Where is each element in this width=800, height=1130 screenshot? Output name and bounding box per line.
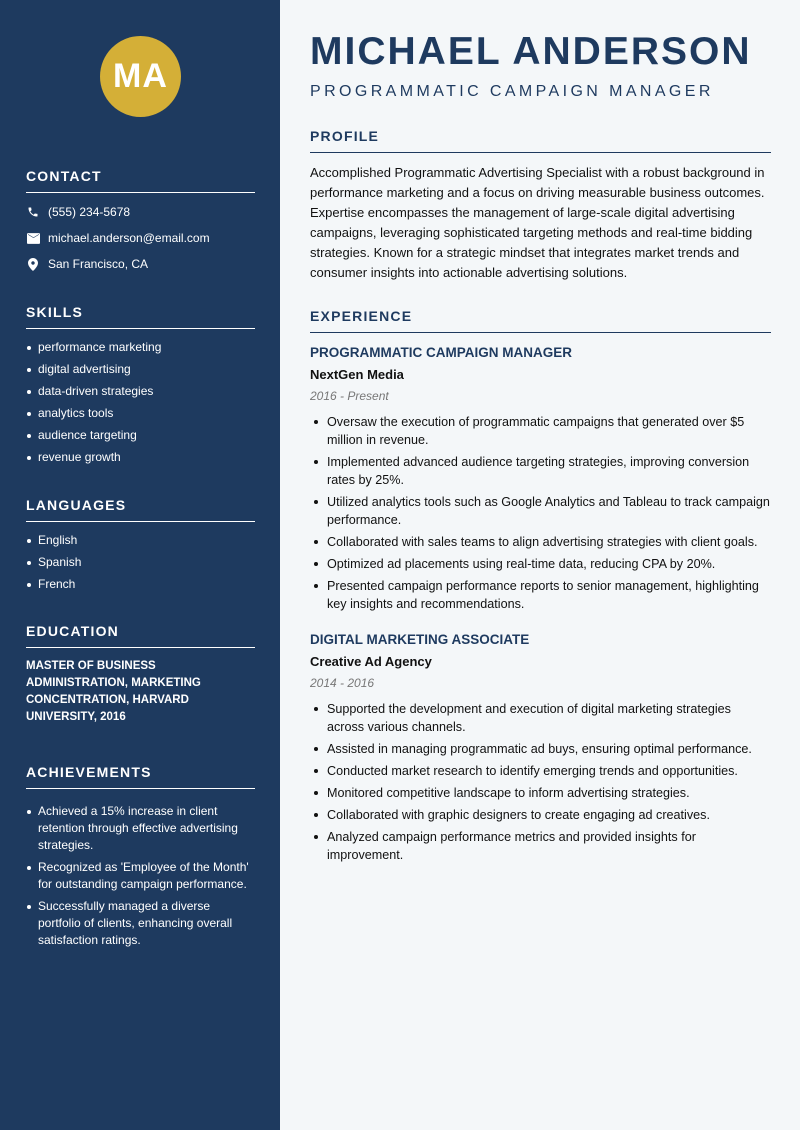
candidate-name: MICHAEL ANDERSON [310, 30, 752, 73]
job-bullet: Collaborated with sales teams to align advertising strategies with client goals. [310, 533, 771, 551]
job-bullet: Presented campaign performance reports to senior management, highlighting key insights and recommendations. [310, 577, 771, 613]
job-company: NextGen Media [310, 367, 404, 382]
sidebar [0, 0, 280, 1130]
profile-text: Accomplished Programmatic Advertising Specialist with a robust background in performance marketing and a focus on driving measurable business outcomes. Expertise encompasses the management of large-scale digital advertising campaigns, leveraging sophisticated targeting methods and real-time bidding strategies. Known for a strategic mindset that integrates market trends and consumer insights into actionable advertising solutions. [310, 165, 765, 280]
avatar-initials: MA [100, 36, 181, 117]
education-heading: EDUCATION [26, 623, 255, 648]
job-entry [310, 632, 771, 868]
email-icon [26, 231, 40, 245]
phone-text[interactable]: (555) 234-5678 [48, 205, 131, 219]
contact-heading: CONTACT [26, 168, 255, 193]
skill-item: revenue growth [26, 449, 255, 471]
achievements-list [26, 803, 255, 949]
job-bullet-list [310, 413, 771, 613]
language-item: English [26, 532, 255, 554]
languages-heading: LANGUAGES [26, 497, 255, 522]
candidate-role: PROGRAMMATIC CAMPAIGN MANAGER [310, 83, 714, 100]
job-bullet: Conducted market research to identify emerging trends and opportunities. [310, 762, 771, 780]
contact-section [26, 168, 255, 277]
skill-item: audience targeting [26, 427, 255, 449]
job-bullet: Implemented advanced audience targeting strategies, improving conversion rates by 25%. [310, 453, 771, 489]
skills-section [26, 304, 255, 471]
contact-location [26, 251, 255, 277]
skills-heading: SKILLS [26, 304, 255, 329]
job-bullet: Supported the development and execution of digital marketing strategies across various channels. [310, 700, 771, 736]
achievement-item: Recognized as 'Employee of the Month' for outstanding campaign performance. [26, 859, 255, 893]
job-bullet-list [310, 700, 771, 864]
job-dates: 2014 - 2016 [310, 676, 375, 690]
language-item: French [26, 576, 255, 598]
job-bullet: Utilized analytics tools such as Google Analytics and Tableau to track campaign performance. [310, 493, 771, 529]
achievements-heading: ACHIEVEMENTS [26, 764, 255, 789]
profile-heading: PROFILE [310, 128, 771, 153]
job-company: Creative Ad Agency [310, 654, 432, 669]
language-item: Spanish [26, 554, 255, 576]
experience-heading: EXPERIENCE [310, 308, 771, 333]
skill-item: performance marketing [26, 339, 255, 361]
education-section [26, 623, 255, 726]
job-bullet: Monitored competitive landscape to inform advertising strategies. [310, 784, 771, 802]
job-bullet: Optimized ad placements using real-time data, reducing CPA by 20%. [310, 555, 771, 573]
achievements-section [26, 764, 255, 954]
skill-item: data-driven strategies [26, 383, 255, 405]
contact-phone [26, 199, 255, 225]
job-bullet: Oversaw the execution of programmatic campaigns that generated over $5 million in revenue. [310, 413, 771, 449]
languages-section [26, 497, 255, 598]
contact-email [26, 225, 255, 251]
job-entry [310, 345, 771, 617]
languages-list [26, 532, 255, 598]
achievement-item: Successfully managed a diverse portfolio of clients, enhancing overall satisfaction ratings. [26, 898, 255, 949]
job-bullet: Collaborated with graphic designers to create engaging ad creatives. [310, 806, 771, 824]
skill-item: analytics tools [26, 405, 255, 427]
job-dates: 2016 - Present [310, 389, 389, 403]
job-title: DIGITAL MARKETING ASSOCIATE [310, 632, 530, 647]
education-degree: MASTER OF BUSINESS ADMINISTRATION, MARKETING CONCENTRATION, HARVARD UNIVERSITY, 2016 [26, 660, 201, 723]
job-title: PROGRAMMATIC CAMPAIGN MANAGER [310, 345, 572, 360]
skills-list [26, 339, 255, 471]
skill-item: digital advertising [26, 361, 255, 383]
location-pin-icon [26, 257, 40, 271]
achievement-item: Achieved a 15% increase in client retention through effective advertising strategies. [26, 803, 255, 854]
job-bullet: Assisted in managing programmatic ad buys, ensuring optimal performance. [310, 740, 771, 758]
email-text[interactable]: michael.anderson@email.com [48, 231, 210, 245]
location-text: San Francisco, CA [48, 257, 149, 271]
phone-icon [26, 205, 40, 219]
job-bullet: Analyzed campaign performance metrics and provided insights for improvement. [310, 828, 771, 864]
